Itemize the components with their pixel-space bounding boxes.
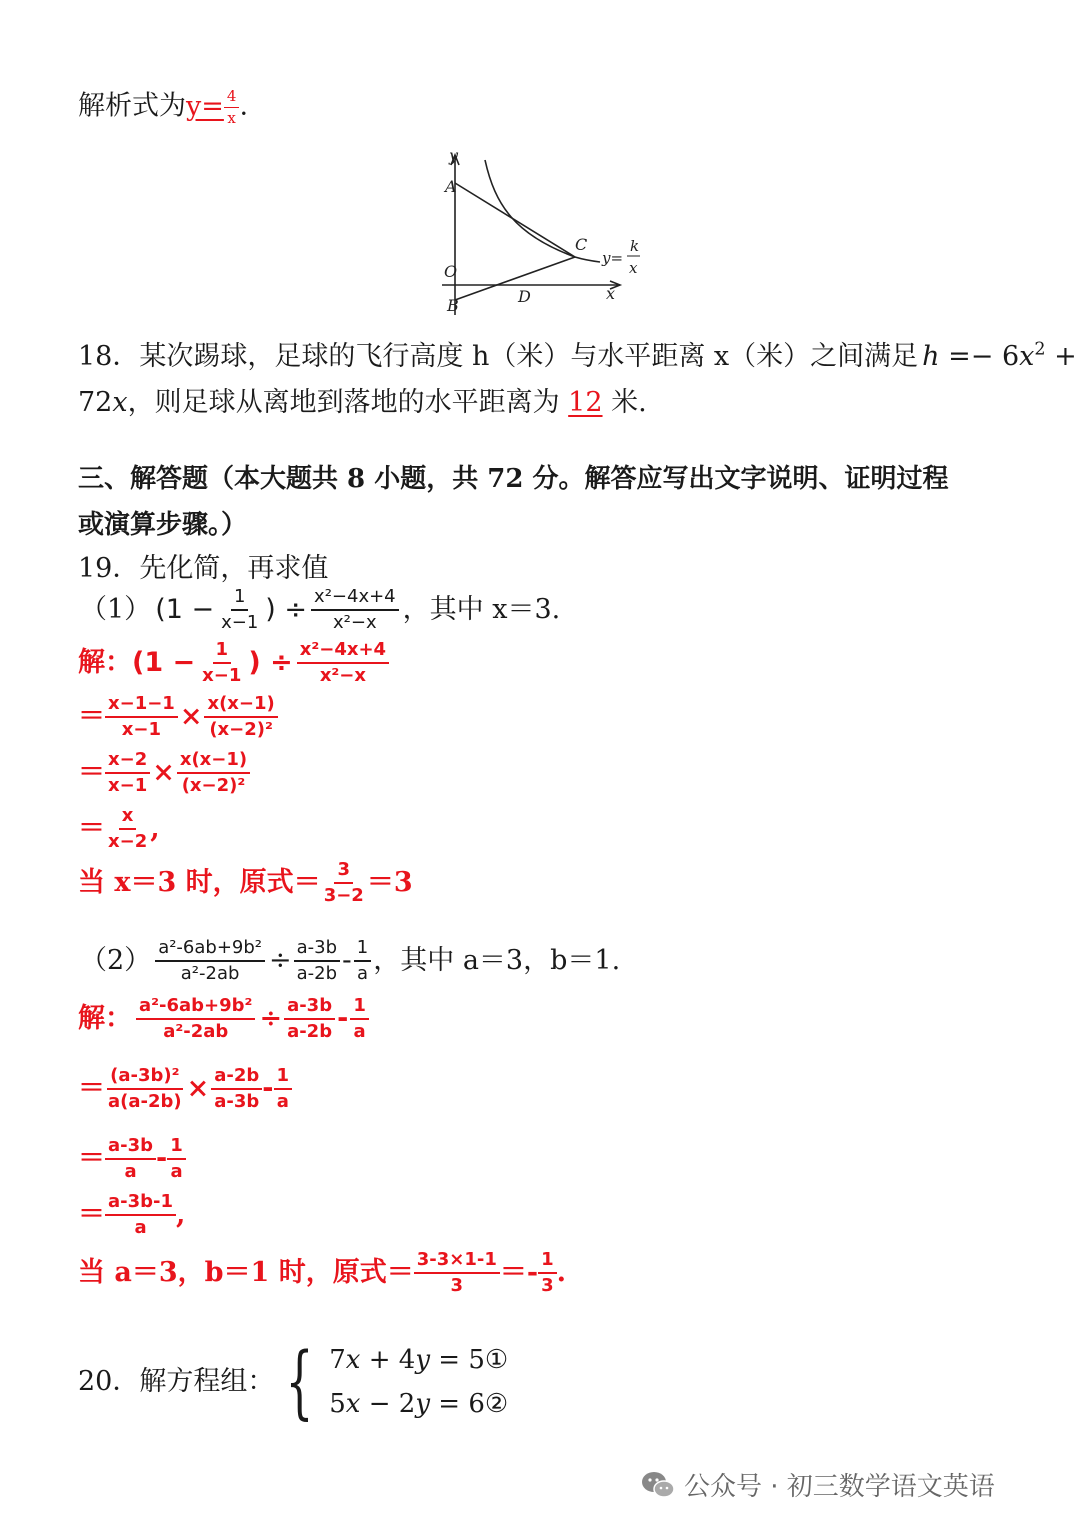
q19-p2-sol-frac2 bbox=[284, 996, 335, 1042]
q19-p2-sol-frac3-num: 1 bbox=[350, 996, 369, 1020]
q19-p2-sol-frac2-den: a-2b bbox=[287, 1020, 333, 1042]
q19-p1-sol-close-div: ) ÷ bbox=[248, 646, 293, 678]
q19-p2-sol-frac1 bbox=[136, 996, 255, 1042]
q19-p2-final-eq-neg: ＝- bbox=[499, 1256, 539, 1288]
q19-p2-sol-line1 bbox=[78, 996, 371, 1042]
q19-p1-sol-label: 解： bbox=[78, 646, 132, 678]
q19-p2-frac2-num: a-3b bbox=[294, 938, 340, 962]
q19-p1-step1-frac-a-num: x−1−1 bbox=[105, 694, 178, 718]
q19-p2-step3-frac-den: a bbox=[134, 1216, 147, 1238]
q19-p1-step3 bbox=[78, 806, 160, 852]
q19-p2-problem bbox=[80, 938, 620, 984]
q19-p2-final-dot: . bbox=[556, 1256, 567, 1288]
q19-p1-step1-frac-b-num: x(x−1) bbox=[204, 694, 277, 718]
q19-p2-step3-frac bbox=[105, 1192, 176, 1238]
q19-p1-step3-frac bbox=[105, 806, 150, 852]
q19-p1-step2-frac-a-den: x−1 bbox=[108, 774, 148, 796]
q19-p2-frac1-den: a²-2ab bbox=[180, 962, 240, 984]
wechat-icon bbox=[640, 1470, 676, 1500]
q19-p2-final-result-num: 1 bbox=[538, 1250, 557, 1274]
q19-p2-step1-frac-a-den: a(a-2b) bbox=[108, 1090, 182, 1112]
q19-p2-step2-frac-a bbox=[105, 1136, 156, 1182]
q19-p2-step2 bbox=[78, 1136, 186, 1182]
q19-p1-sol-frac1-num: 1 bbox=[213, 640, 232, 664]
q19-p1-step1-frac-b bbox=[204, 694, 277, 740]
q17-prefix: 解析式为 bbox=[78, 90, 186, 122]
q19-p1-frac2-num: x²−4x+4 bbox=[311, 587, 399, 611]
q19-p1-step2 bbox=[78, 750, 250, 796]
q19-p2-sol-frac3 bbox=[350, 996, 369, 1042]
label-c: C bbox=[575, 235, 588, 254]
q19-p1-condition: ，其中 x＝3. bbox=[402, 593, 561, 625]
q19-p1-label: （1） bbox=[80, 593, 152, 625]
q19-p1-final-result: ＝3 bbox=[366, 866, 413, 898]
q19-p1-step1 bbox=[78, 694, 278, 740]
q19-p2-final bbox=[78, 1250, 566, 1296]
q19-p1-step2-times: × bbox=[152, 756, 175, 788]
q19-p2-step1-frac-b-den: a-3b bbox=[214, 1090, 260, 1112]
curve-label-x: x bbox=[629, 259, 638, 277]
watermark bbox=[640, 1466, 995, 1503]
q19-p1-step2-frac-b bbox=[177, 750, 250, 796]
q18-answer: 12 bbox=[568, 387, 603, 418]
q19-p2-sol-label: 解： bbox=[78, 1002, 132, 1034]
q19-p2-step2-frac-b bbox=[167, 1136, 186, 1182]
q19-p1-sol-frac2-den: x²−x bbox=[319, 664, 366, 686]
q18-formula-sup: 2 bbox=[1034, 339, 1046, 360]
q19-p2-frac1-num: a²-6ab+9b² bbox=[155, 938, 265, 962]
q17-answer-num: 4 bbox=[224, 88, 240, 108]
q19-p1-step3-eq: ＝ bbox=[78, 812, 105, 844]
label-d: D bbox=[518, 287, 531, 306]
q20-brace: { bbox=[285, 1335, 314, 1428]
q18-line1-text: 18．某次踢球，足球的飞行高度 h（米）与水平距离 x（米）之间满足 bbox=[78, 341, 919, 372]
q19-p2-step1-minus: - bbox=[262, 1072, 274, 1104]
q20-equation-1: 7𝑥 + 4𝑦 = 5① bbox=[329, 1345, 509, 1375]
q20-equation-2: 5𝑥 − 2𝑦 = 6② bbox=[329, 1389, 509, 1419]
label-a: A bbox=[445, 177, 457, 196]
line-ac bbox=[455, 183, 575, 257]
q19-p2-step1-frac-b-num: a-2b bbox=[211, 1066, 262, 1090]
q19-p1-sol-line1 bbox=[78, 640, 393, 686]
q19-p2-sol-frac3-den: a bbox=[353, 1020, 366, 1042]
q19-p1-step1-frac-b-den: (x−2)² bbox=[209, 718, 273, 740]
q19-p1-step2-frac-a-num: x−2 bbox=[105, 750, 150, 774]
curve-label-y: y= bbox=[602, 249, 624, 267]
q19-p1-sol-open: (1 − bbox=[132, 646, 196, 678]
q17-suffix: . bbox=[239, 90, 249, 122]
q19-p2-minus: - bbox=[342, 944, 352, 976]
curve-label-k: k bbox=[630, 237, 640, 255]
label-b: B bbox=[447, 296, 459, 315]
q19-p2-step2-minus: - bbox=[156, 1142, 168, 1174]
q19-p2-final-result-den: 3 bbox=[541, 1274, 554, 1296]
q19-p1-step3-frac-num: x bbox=[119, 806, 137, 830]
q19-p1-sol-frac1 bbox=[199, 640, 244, 686]
q17-answer-y: y= bbox=[186, 90, 224, 122]
q19-p2-sol-frac2-num: a-3b bbox=[284, 996, 335, 1020]
q17-answer-den: x bbox=[227, 108, 236, 127]
q19-p2-frac1 bbox=[155, 938, 265, 984]
q18-formula: ℎ =− 6𝑥 bbox=[922, 341, 1035, 372]
q19-p1-step1-eq: ＝ bbox=[78, 700, 105, 732]
inverse-function-graph bbox=[430, 145, 660, 325]
q19-p2-step1-frac-c-num: 1 bbox=[274, 1066, 293, 1090]
label-x: x bbox=[606, 284, 616, 303]
q19-p2-step1-times: × bbox=[186, 1072, 210, 1104]
q19-p1-step2-frac-b-num: x(x−1) bbox=[177, 750, 250, 774]
q20 bbox=[78, 1335, 509, 1428]
q19-p2-final-num: 3-3×1-1 bbox=[414, 1250, 500, 1274]
q19-p2-step1-eq: ＝ bbox=[78, 1072, 105, 1104]
q18-line1 bbox=[78, 340, 1077, 374]
line-bc bbox=[455, 257, 575, 300]
q20-equation-system bbox=[274, 1335, 509, 1428]
q17-answer-fraction bbox=[224, 88, 240, 126]
q17-answer-line bbox=[78, 88, 248, 126]
q19-p2-frac2-den: a-2b bbox=[296, 962, 338, 984]
q19-p1-frac2-den: x²−x bbox=[333, 611, 377, 633]
q19-p1-step1-frac-a bbox=[105, 694, 178, 740]
q19-p1-final-num: 3 bbox=[334, 860, 353, 884]
q19-p2-final-text: 当 a＝3，b＝1 时，原式＝ bbox=[78, 1256, 414, 1288]
q19-p2-sol-minus: - bbox=[337, 1002, 349, 1034]
q19-p2-step2-eq: ＝ bbox=[78, 1142, 105, 1174]
q19-p1-final-den: 3−2 bbox=[323, 884, 364, 906]
q19-p1-step2-frac-a bbox=[105, 750, 150, 796]
q19-p2-step3 bbox=[78, 1192, 185, 1238]
q19-p1-sol-frac1-den: x−1 bbox=[202, 664, 242, 686]
q18-line2-start: 72𝑥，则足球从离地到落地的水平距离为 bbox=[78, 387, 569, 418]
q19-p1-step2-frac-b-den: (x−2)² bbox=[181, 774, 246, 796]
q19-p2-step1-frac-a-num: (a-3b)² bbox=[107, 1066, 182, 1090]
q19-p1-step3-comma: , bbox=[150, 812, 160, 844]
q19-p1-final bbox=[78, 860, 413, 906]
label-o: O bbox=[444, 262, 458, 281]
q19-p2-frac2 bbox=[294, 938, 340, 984]
q19-p2-final-result-frac bbox=[538, 1250, 557, 1296]
q19-p2-step3-frac-num: a-3b-1 bbox=[105, 1192, 176, 1216]
q19-p2-sol-frac1-num: a²-6ab+9b² bbox=[136, 996, 255, 1020]
q17-answer bbox=[186, 87, 239, 127]
q19-p2-frac3-den: a bbox=[357, 962, 369, 984]
q19-p2-step2-frac-a-num: a-3b bbox=[105, 1136, 156, 1160]
q19-p2-step1-frac-a bbox=[105, 1066, 185, 1112]
q19-p1-final-text: 当 x＝3 时，原式＝ bbox=[78, 866, 321, 898]
q19-p2-step2-frac-b-num: 1 bbox=[167, 1136, 186, 1160]
q19-p2-step2-frac-a-den: a bbox=[124, 1160, 137, 1182]
section3-title-line1: 三、解答题（本大题共 8 小题，共 72 分。解答应写出文字说明、证明过程 bbox=[78, 464, 949, 494]
q19-p2-step1 bbox=[78, 1066, 292, 1112]
q19-p2-step1-frac-b bbox=[211, 1066, 262, 1112]
q19-p2-div: ÷ bbox=[269, 944, 292, 976]
q19-p1-open: (1 − bbox=[155, 593, 215, 625]
q19-p2-step2-frac-b-den: a bbox=[170, 1160, 183, 1182]
q19-p1-problem bbox=[80, 587, 560, 633]
q19-p2-final-den: 3 bbox=[450, 1274, 464, 1296]
q19-p2-step1-frac-c-den: a bbox=[276, 1090, 289, 1112]
q19-p2-sol-frac1-den: a²-2ab bbox=[163, 1020, 229, 1042]
q20-equations bbox=[329, 1338, 508, 1426]
q18-formula-end: + bbox=[1045, 341, 1077, 372]
q19-p1-frac1 bbox=[218, 587, 261, 633]
q19-p1-step1-frac-a-den: x−1 bbox=[121, 718, 162, 740]
q19-p1-step2-eq: ＝ bbox=[78, 756, 105, 788]
q19-title: 19．先化简，再求值 bbox=[78, 553, 329, 584]
q19-p2-step3-eq: ＝ bbox=[78, 1198, 105, 1230]
q19-p1-sol-frac2-num: x²−4x+4 bbox=[297, 640, 389, 664]
q19-p1-step1-times: × bbox=[179, 700, 203, 732]
q19-p1-frac1-num: 1 bbox=[231, 587, 248, 611]
q19-p2-frac3 bbox=[354, 938, 371, 984]
q19-p2-step1-frac-c bbox=[274, 1066, 293, 1112]
q18-line2 bbox=[78, 386, 647, 420]
q19-p2-frac3-num: 1 bbox=[354, 938, 371, 962]
label-y: y bbox=[449, 146, 459, 165]
q19-p2-step3-comma: , bbox=[176, 1198, 186, 1230]
section3-title-line2: 或演算步骤。） bbox=[78, 510, 248, 540]
q19-p1-frac2 bbox=[311, 587, 399, 633]
q19-p1-final-frac bbox=[321, 860, 367, 906]
watermark-text: 公众号 · 初三数学语文英语 bbox=[684, 1472, 995, 1502]
q19-p2-sol-div: ÷ bbox=[259, 1002, 283, 1034]
q19-p2-label: （2） bbox=[80, 944, 152, 976]
q19-p2-final-frac bbox=[414, 1250, 500, 1296]
q19-p2-condition: ，其中 a＝3，b＝1. bbox=[373, 944, 621, 976]
q19-p1-frac1-den: x−1 bbox=[221, 611, 259, 633]
q19-p1-step3-frac-den: x−2 bbox=[108, 830, 148, 852]
q19-p1-sol-frac2 bbox=[297, 640, 389, 686]
q20-title: 20．解方程组： bbox=[78, 1366, 275, 1397]
q19-p1-close-div: ) ÷ bbox=[265, 593, 308, 625]
q18-line2-end: 米. bbox=[602, 387, 647, 418]
